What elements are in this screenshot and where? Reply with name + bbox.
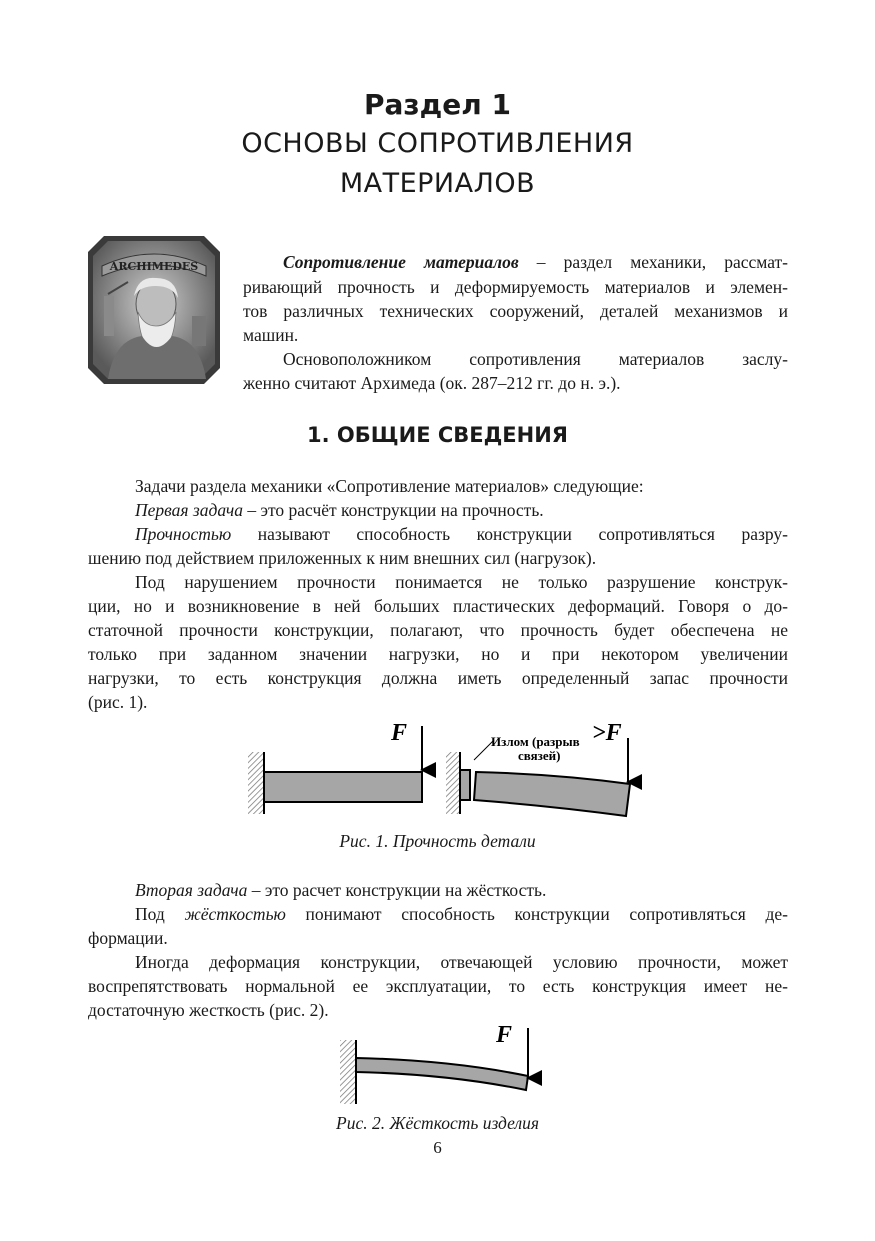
body-line-5: Под нарушением прочности понимается не только разрушение конструк- <box>135 572 788 592</box>
portrait-banner-text: ARCHIMEDES <box>109 260 199 273</box>
beam-deflected <box>356 1058 528 1090</box>
intro-line-6: женно считают Архимеда (ок. 287–212 гг. до н. э.). <box>243 373 621 393</box>
body2-line-4: Иногда деформация конструкции, отвечающей условию прочности, может <box>135 952 788 972</box>
body-line-2-rest: – это расчёт конструкции на прочность. <box>242 500 544 520</box>
body-line-6: ции, но и возникновение в ней больших пластических деформаций. Говоря о до- <box>88 596 788 616</box>
section-title-line1: ОСНОВЫ СОПРОТИВЛЕНИЯ <box>241 128 634 159</box>
wall-left <box>248 752 264 814</box>
force-label-right: >F <box>592 720 622 746</box>
break-note-line-1: Излом (разрыв <box>491 734 580 749</box>
intro-term: Сопротивление материалов <box>283 252 519 272</box>
intro-line-4: машин. <box>243 325 299 345</box>
body-line-9: нагрузки, то есть конструкция должна иметь определенный запас прочности <box>88 668 788 688</box>
body2-line-1-rest: – это расчет конструкции на жёсткость. <box>247 880 547 900</box>
body-line-3 <box>135 523 788 545</box>
body-line-2 <box>135 499 544 521</box>
body2-line-5: воспрепятствовать нормальной ее эксплуатации, то есть конструкция имеет не- <box>88 976 788 996</box>
beam-left <box>264 772 422 802</box>
body-line-1: Задачи раздела механики «Сопротивление материалов» следующие: <box>135 476 644 496</box>
figure-1-caption: Рис. 1. Прочность детали <box>339 831 536 851</box>
break-note-line-2: связей) <box>518 748 561 763</box>
page-number: 6 <box>433 1138 442 1157</box>
body2-line-2-rest: понимают способность конструкции сопротивляться де- <box>285 904 788 924</box>
intro-line-3: тов различных технических сооружений, деталей механизмов и <box>243 301 788 321</box>
intro-line-1 <box>283 251 788 273</box>
body-line-7: статочной прочности конструкции, полагают, что прочность будет обеспечена не <box>88 620 788 640</box>
body2-line-3: формации. <box>88 928 168 948</box>
body2-line-6: достаточную жесткость (рис. 2). <box>88 1000 329 1020</box>
wall-right <box>446 752 460 814</box>
beam-stub <box>460 770 470 800</box>
section-heading: 1. ОБЩИЕ СВЕДЕНИЯ <box>307 423 568 447</box>
second-task-term: Вторая задача <box>135 880 248 900</box>
first-task-term: Первая задача <box>135 500 243 520</box>
intro-line-2: ривающий прочность и деформируемость материалов и элемен- <box>243 277 788 297</box>
wall-fig2 <box>340 1040 356 1104</box>
force-label-left: F <box>391 720 408 746</box>
figure-2-caption: Рис. 2. Жёсткость изделия <box>336 1113 539 1133</box>
intro-line-5: Основоположником сопротивления материалов заслу- <box>283 349 788 369</box>
body2-line-2-pre: Под <box>135 904 185 924</box>
figure-2-stiffness <box>330 1016 550 1108</box>
body-line-8: только при заданном значении нагрузки, но и при некотором увеличении <box>88 644 788 664</box>
archimedes-portrait <box>88 236 220 384</box>
force-label-fig2: F <box>496 1022 513 1048</box>
section-label: Раздел 1 <box>363 88 512 121</box>
intro-line-1-rest: – раздел механики, рассмат- <box>518 252 788 272</box>
body-line-10: (рис. 1). <box>88 692 148 712</box>
stiffness-term: жёсткостью <box>184 904 286 924</box>
body2-line-1 <box>135 879 546 901</box>
body2-line-2 <box>135 903 788 925</box>
strength-term: Прочностью <box>135 524 232 544</box>
section-title-line2: МАТЕРИАЛОВ <box>339 168 536 199</box>
beam-right-bent <box>474 772 630 816</box>
body-line-3-rest: называют способность конструкции сопротивляться разру- <box>231 524 788 544</box>
body-line-4: шению под действием приложенных к ним внешних сил (нагрузок). <box>88 548 597 568</box>
figure-1-strength <box>236 712 646 822</box>
